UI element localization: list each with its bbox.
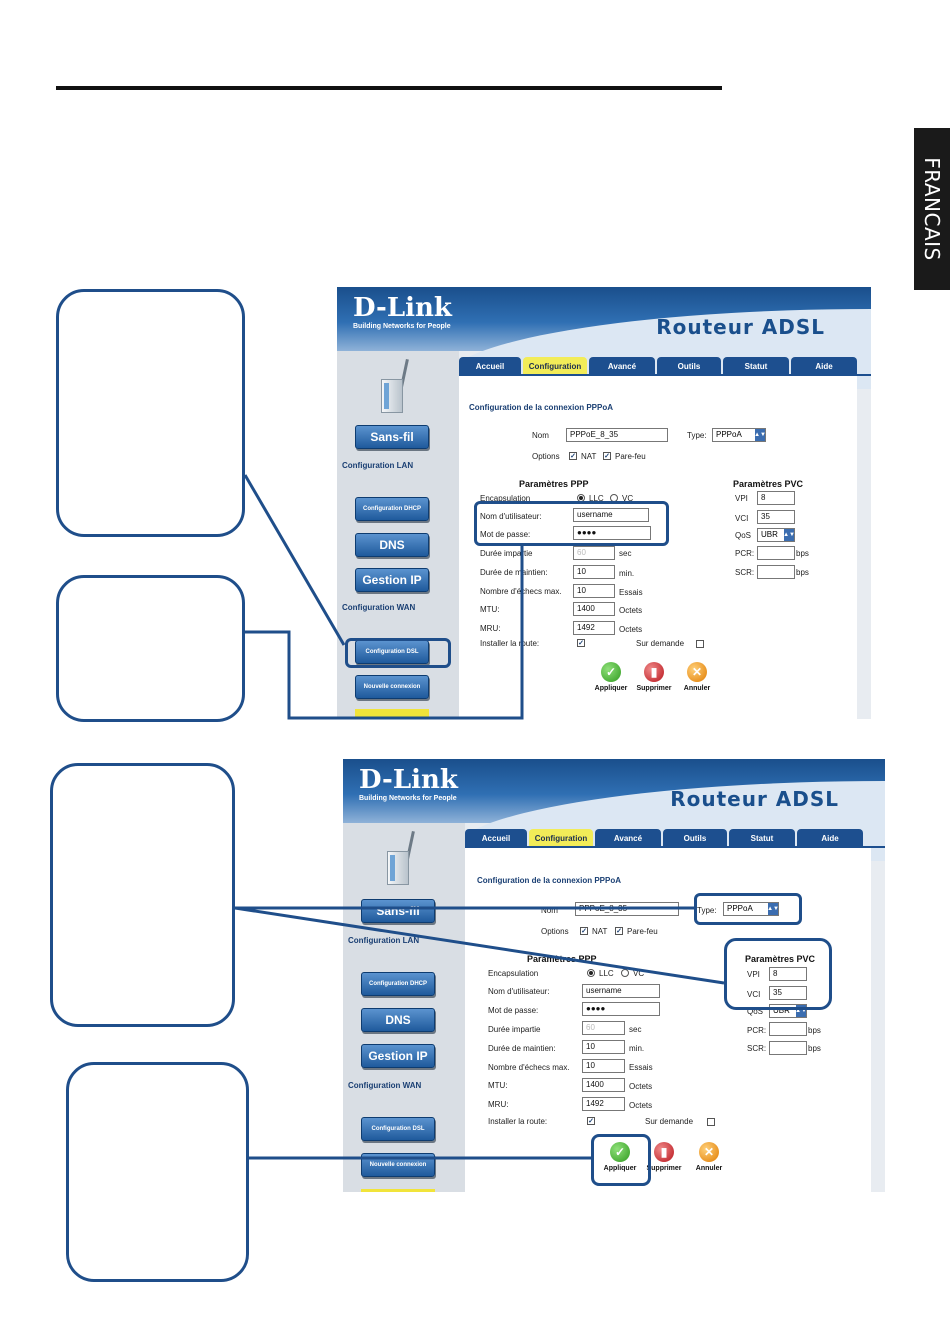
tab-tools[interactable]: Outils xyxy=(663,829,727,847)
tab-status[interactable]: Statut xyxy=(729,829,795,847)
name-label: Nom xyxy=(541,906,558,915)
mru-unit: Octets xyxy=(629,1101,653,1110)
router-device-icon xyxy=(381,831,421,887)
highlight-pvc xyxy=(724,938,832,1010)
pcr-label: PCR: xyxy=(735,549,755,558)
pcr-label: PCR: xyxy=(747,1026,767,1035)
encapsulation-label: Encapsulation xyxy=(488,969,539,978)
retries-label: Nombre d'échecs max. xyxy=(480,587,562,596)
vci-input[interactable]: 35 xyxy=(769,986,807,1000)
password-label: Mot de passe: xyxy=(480,530,531,539)
cancel-button[interactable] xyxy=(669,662,725,692)
tab-help[interactable]: Aide xyxy=(791,357,857,375)
password-label: Mot de passe: xyxy=(488,1006,539,1015)
product-title: Routeur ADSL xyxy=(670,787,839,811)
router-device-icon xyxy=(375,359,415,415)
vpi-input[interactable]: 8 xyxy=(769,967,807,981)
pvc-header: Paramètres PVC xyxy=(733,479,804,489)
vc-label: VC xyxy=(633,969,645,978)
options-label: Options xyxy=(532,452,560,461)
mtu-unit: Octets xyxy=(629,1082,653,1091)
logo-brand: D-Link xyxy=(359,765,458,795)
vpi-label: VPI xyxy=(747,970,760,979)
route-checkbox[interactable]: ✓ xyxy=(588,1118,594,1125)
idle-input[interactable]: 60 xyxy=(573,546,615,560)
pvc-header: Paramètres PVC xyxy=(745,954,816,964)
sidebar-new-connection-button[interactable]: Nouvelle connexion xyxy=(355,675,429,699)
qos-label: QoS xyxy=(747,1007,764,1016)
ppp-header: Paramètres PPP xyxy=(527,954,597,964)
ondemand-checkbox[interactable] xyxy=(707,1118,715,1126)
tab-advanced[interactable]: Avancé xyxy=(589,357,655,375)
type-value: PPPoA xyxy=(716,430,742,439)
qos-value: UBR xyxy=(761,530,778,539)
type-label: Type: xyxy=(697,906,717,915)
route-checkbox[interactable]: ✓ xyxy=(578,640,584,647)
vc-label: VC xyxy=(622,494,634,503)
check-icon: ✓ xyxy=(601,662,621,682)
top-rule xyxy=(56,86,722,90)
ondemand-checkbox[interactable] xyxy=(696,640,704,648)
language-tab-label: FRANCAIS xyxy=(920,157,944,261)
sidebar-dns-button[interactable]: DNS xyxy=(355,533,429,557)
chevron-down-icon: ▲▼ xyxy=(768,903,778,915)
idle-unit: sec xyxy=(619,549,632,558)
sidebar-dhcp-button[interactable]: Configuration DHCP xyxy=(355,497,429,521)
scr-label: SCR: xyxy=(747,1044,767,1053)
dlink-logo xyxy=(359,767,458,802)
logo-tagline: Building Networks for People xyxy=(353,323,451,330)
cancel-button[interactable] xyxy=(681,1142,737,1172)
llc-label: LLC xyxy=(599,969,614,978)
keepalive-label: Durée de maintien: xyxy=(480,568,548,577)
vci-label: VCI xyxy=(747,990,761,999)
apply-label: Appliquer xyxy=(594,685,628,692)
sidebar-yellow-button[interactable] xyxy=(355,709,429,719)
type-select[interactable] xyxy=(712,428,766,442)
dlink-logo xyxy=(353,295,452,330)
username-label: Nom d'utilisateur: xyxy=(488,987,550,996)
name-input[interactable]: PPPoE_8_35 xyxy=(575,902,679,916)
pcr-input[interactable] xyxy=(769,1022,807,1036)
callout-box-2 xyxy=(56,575,245,722)
name-input[interactable]: PPPoE_8_35 xyxy=(566,428,668,442)
nat-label: NAT xyxy=(581,452,597,461)
sidebar-wan-label: Configuration WAN xyxy=(342,603,416,612)
config-form xyxy=(459,376,857,719)
firewall-label: Pare-feu xyxy=(627,927,658,936)
retries-label: Nombre d'échecs max. xyxy=(488,1063,570,1072)
form-title: Configuration de la connexion PPPoA xyxy=(477,876,622,885)
mtu-label: MTU: xyxy=(480,605,500,614)
pcr-unit: bps xyxy=(808,1026,821,1035)
firewall-label: Pare-feu xyxy=(615,452,646,461)
trash-icon: ▮ xyxy=(654,1142,674,1162)
check-icon: ✓ xyxy=(610,1142,630,1162)
chevron-down-icon: ▲▼ xyxy=(755,429,765,441)
ondemand-label: Sur demande xyxy=(645,1117,694,1126)
mru-input[interactable]: 1492 xyxy=(582,1097,625,1111)
retries-input[interactable]: 10 xyxy=(582,1059,625,1073)
product-title: Routeur ADSL xyxy=(656,315,825,339)
keepalive-unit: min. xyxy=(629,1044,645,1053)
pcr-input[interactable] xyxy=(757,546,795,560)
sidebar-yellow-button[interactable] xyxy=(361,1189,435,1192)
qos-label: QoS xyxy=(735,531,752,540)
tab-tools[interactable]: Outils xyxy=(657,357,721,375)
type-label: Type: xyxy=(687,431,707,440)
tab-help[interactable]: Aide xyxy=(797,829,863,847)
callout-box-3 xyxy=(50,763,235,1027)
mru-input[interactable]: 1492 xyxy=(573,621,615,635)
trash-icon: ▮ xyxy=(644,662,664,682)
firewall-checkbox[interactable]: ✓ xyxy=(616,928,622,935)
highlight-dsl-button xyxy=(345,638,451,668)
encapsulation-label: Encapsulation xyxy=(480,494,531,503)
route-label: Installer la route: xyxy=(488,1117,548,1126)
form-title: Configuration de la connexion PPPoA xyxy=(469,403,614,412)
sidebar-lan-label: Configuration LAN xyxy=(348,936,420,945)
retries-unit: Essais xyxy=(619,588,643,597)
sidebar-ip-button[interactable]: Gestion IP xyxy=(361,1044,435,1068)
chevron-down-icon: ▲▼ xyxy=(784,529,794,541)
logo-brand: D-Link xyxy=(353,293,452,323)
vc-radio[interactable] xyxy=(621,969,629,977)
sidebar-dsl-button[interactable]: Configuration DSL xyxy=(361,1117,435,1141)
scr-input[interactable] xyxy=(757,565,795,579)
mru-label: MRU: xyxy=(488,1100,509,1109)
tab-home[interactable]: Accueil xyxy=(465,829,527,847)
vci-label: VCI xyxy=(735,514,749,523)
tab-home[interactable]: Accueil xyxy=(459,357,521,375)
scr-unit: bps xyxy=(808,1044,821,1053)
cancel-label: Annuler xyxy=(683,685,711,692)
language-tab xyxy=(914,128,950,290)
password-input[interactable]: ●●●● xyxy=(582,1002,660,1016)
sidebar-dhcp-button[interactable]: Configuration DHCP xyxy=(361,972,435,996)
nat-checkbox[interactable]: ✓ xyxy=(570,453,576,460)
ondemand-label: Sur demande xyxy=(636,639,685,648)
sidebar-lan-label: Configuration LAN xyxy=(342,461,414,470)
highlight-apply xyxy=(591,1134,651,1186)
sidebar-wireless-button[interactable]: Sans-fil xyxy=(361,899,435,923)
keepalive-input[interactable]: 10 xyxy=(582,1040,625,1054)
sidebar-wireless-button[interactable]: Sans-fil xyxy=(355,425,429,449)
retries-input[interactable]: 10 xyxy=(573,584,615,598)
close-icon: ✕ xyxy=(687,662,707,682)
vci-input[interactable]: 35 xyxy=(757,510,795,524)
highlight-type xyxy=(694,893,802,925)
firewall-checkbox[interactable]: ✓ xyxy=(604,453,610,460)
keepalive-label: Durée de maintien: xyxy=(488,1044,556,1053)
close-icon: ✕ xyxy=(699,1142,719,1162)
mtu-input[interactable]: 1400 xyxy=(582,1078,625,1092)
pcr-unit: bps xyxy=(796,549,809,558)
tab-configuration[interactable]: Configuration xyxy=(529,829,593,847)
mru-unit: Octets xyxy=(619,625,643,634)
vpi-input[interactable]: 8 xyxy=(757,491,795,505)
sidebar-new-connection-button[interactable]: Nouvelle connexion xyxy=(361,1153,435,1177)
qos-value: UBR xyxy=(773,1006,790,1015)
options-label: Options xyxy=(541,927,569,936)
username-input[interactable]: username xyxy=(573,508,649,522)
route-label: Installer la route: xyxy=(480,639,540,648)
tab-advanced[interactable]: Avancé xyxy=(595,829,661,847)
logo-tagline: Building Networks for People xyxy=(359,795,457,802)
cancel-label: Annuler xyxy=(695,1165,723,1172)
keepalive-input[interactable]: 10 xyxy=(573,565,615,579)
sidebar xyxy=(343,823,465,1192)
mru-label: MRU: xyxy=(480,624,501,633)
callout-box-4 xyxy=(66,1062,249,1282)
sidebar-wan-label: Configuration WAN xyxy=(348,1081,422,1090)
idle-label: Durée impartie xyxy=(480,549,533,558)
scr-input[interactable] xyxy=(769,1041,807,1055)
tab-configuration[interactable]: Configuration xyxy=(523,357,587,375)
connector-line-1 xyxy=(245,475,344,645)
username-label: Nom d'utilisateur: xyxy=(480,512,542,521)
name-label: Nom xyxy=(532,431,549,440)
llc-radio[interactable] xyxy=(587,969,595,977)
ppp-header: Paramètres PPP xyxy=(519,479,589,489)
config-form xyxy=(465,848,871,1192)
apply-label: Appliquer xyxy=(603,1165,637,1172)
sidebar-dns-button[interactable]: DNS xyxy=(361,1008,435,1032)
retries-unit: Essais xyxy=(629,1063,653,1072)
type-value: PPPoA xyxy=(727,904,753,913)
keepalive-unit: min. xyxy=(619,569,635,578)
mtu-label: MTU: xyxy=(488,1081,508,1090)
nat-label: NAT xyxy=(592,927,608,936)
qos-select[interactable] xyxy=(757,528,795,542)
password-input[interactable]: ●●●● xyxy=(573,526,651,540)
chevron-down-icon: ▲▼ xyxy=(796,1005,806,1017)
mtu-input[interactable]: 1400 xyxy=(573,602,615,616)
idle-label: Durée impartie xyxy=(488,1025,541,1034)
sidebar-dsl-button[interactable]: Configuration DSL xyxy=(355,640,429,664)
llc-label: LLC xyxy=(589,494,604,503)
delete-label: Supprimer xyxy=(646,1165,682,1172)
tab-status[interactable]: Statut xyxy=(723,357,789,375)
scr-unit: bps xyxy=(796,568,809,577)
scr-label: SCR: xyxy=(735,568,755,577)
nat-checkbox[interactable]: ✓ xyxy=(581,928,587,935)
sidebar-ip-button[interactable]: Gestion IP xyxy=(355,568,429,592)
highlight-credentials xyxy=(474,501,669,546)
idle-unit: sec xyxy=(629,1025,642,1034)
mtu-unit: Octets xyxy=(619,606,643,615)
idle-input[interactable]: 60 xyxy=(582,1021,625,1035)
callout-box-1 xyxy=(56,289,245,537)
delete-label: Supprimer xyxy=(636,685,672,692)
vpi-label: VPI xyxy=(735,494,748,503)
username-input[interactable]: username xyxy=(582,984,660,998)
